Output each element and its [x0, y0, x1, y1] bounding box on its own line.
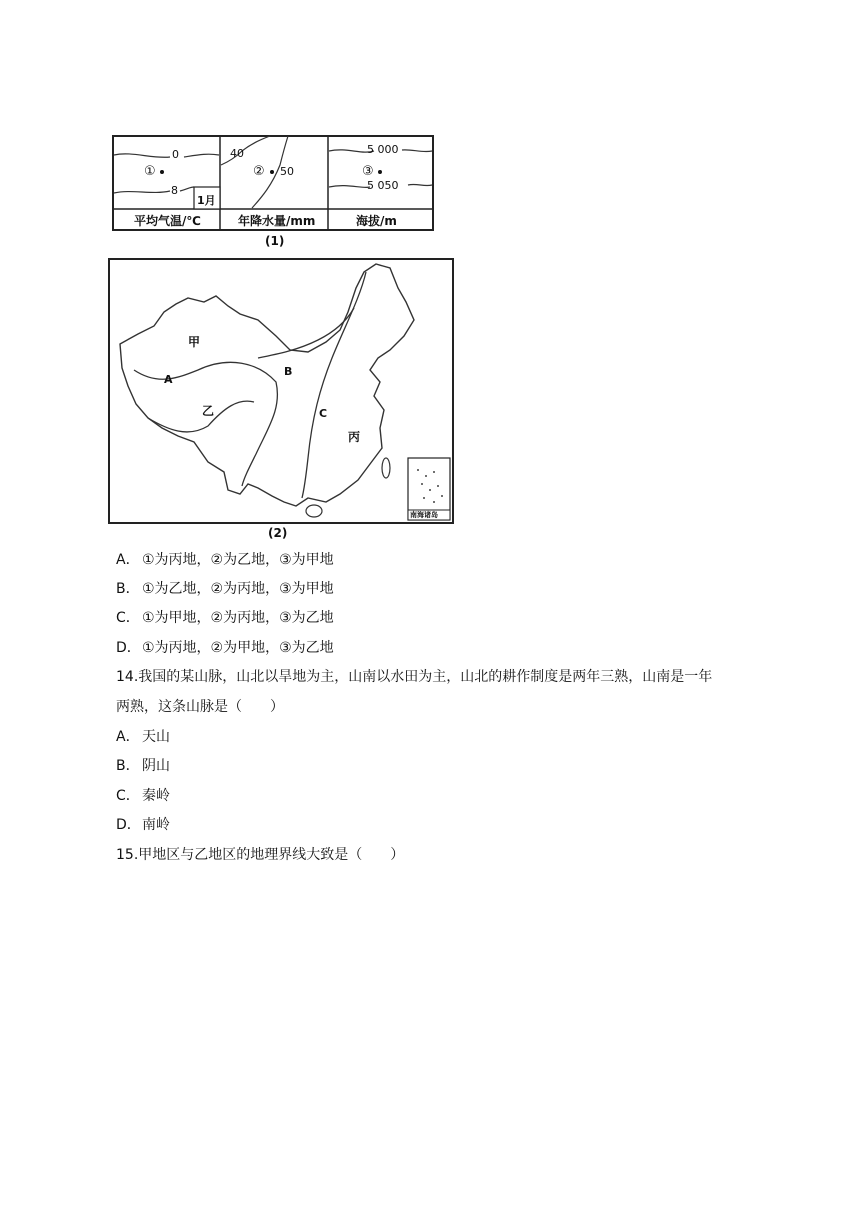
month-tag: 1月 — [197, 194, 216, 207]
q14-option-a: A． 天山 — [116, 729, 170, 745]
line-c-label: C — [319, 407, 328, 420]
line-a-label: A — [164, 373, 173, 386]
inset-label: 南海诸岛 — [410, 511, 438, 519]
q14-stem-line-1: 14.我国的某山脉，山北以旱地为主，山南以水田为主，山北的耕作制度是两年三熟，山南是一年 — [116, 669, 713, 685]
point-2-dot — [270, 170, 274, 174]
panel-1-label: 平均气温/℃ — [134, 214, 201, 228]
point-3-dot — [378, 170, 382, 174]
point-1-dot — [160, 170, 164, 174]
q13-option-d: D．①为丙地，②为甲地，③为乙地 — [116, 640, 334, 656]
isotherm-label-8: 8 — [171, 184, 178, 197]
panel-3-label: 海拔/m — [356, 214, 397, 228]
contour-5050-right — [408, 184, 432, 185]
line-b-label: B — [284, 365, 293, 378]
figure-1-caption: (1) — [265, 234, 285, 248]
isotherm-0-right — [184, 154, 219, 157]
q14-option-c: C． 秦岭 — [116, 788, 170, 804]
q13-option-b: B． ①为乙地，②为丙地，③为甲地 — [116, 581, 334, 597]
isohyet-label-50: 50 — [280, 165, 294, 178]
q15-stem: 15.甲地区与乙地区的地理界线大致是（ ） — [116, 847, 405, 863]
q14-option-d: D．南岭 — [116, 817, 170, 833]
isoline-figure — [112, 135, 434, 231]
map-svg — [108, 258, 454, 524]
china-region-map — [108, 258, 454, 524]
contour-5000-right — [402, 150, 432, 152]
q13-option-c: C． ①为甲地，②为丙地，③为乙地 — [116, 610, 334, 626]
panel-2-label: 年降水量/mm — [238, 214, 316, 228]
figure-2-caption: (2) — [268, 526, 288, 540]
region-yi-label: 乙 — [202, 404, 215, 418]
q14-option-b: B． 阴山 — [116, 758, 170, 774]
contour-label-5000: 5 000 — [367, 143, 399, 156]
isotherm-8 — [114, 191, 170, 193]
isotherm-8-right — [180, 187, 194, 191]
contour-label-5050: 5 050 — [367, 179, 399, 192]
q14-stem-line-2: 两熟，这条山脉是（ ） — [116, 699, 284, 715]
contour-5050 — [329, 186, 370, 188]
isohyet-label-40: 40 — [230, 147, 244, 160]
point-3-label: ③ — [362, 164, 374, 179]
point-1-label: ① — [144, 164, 156, 179]
region-bing-label: 丙 — [348, 430, 361, 444]
isotherm-label-0: 0 — [172, 148, 179, 161]
point-2-label: ② — [253, 164, 265, 179]
region-jia-label: 甲 — [188, 335, 201, 349]
isotherm-0 — [114, 154, 170, 157]
q13-option-a: A． ①为丙地，②为乙地，③为甲地 — [116, 552, 334, 568]
isohyet-40 — [221, 136, 270, 165]
